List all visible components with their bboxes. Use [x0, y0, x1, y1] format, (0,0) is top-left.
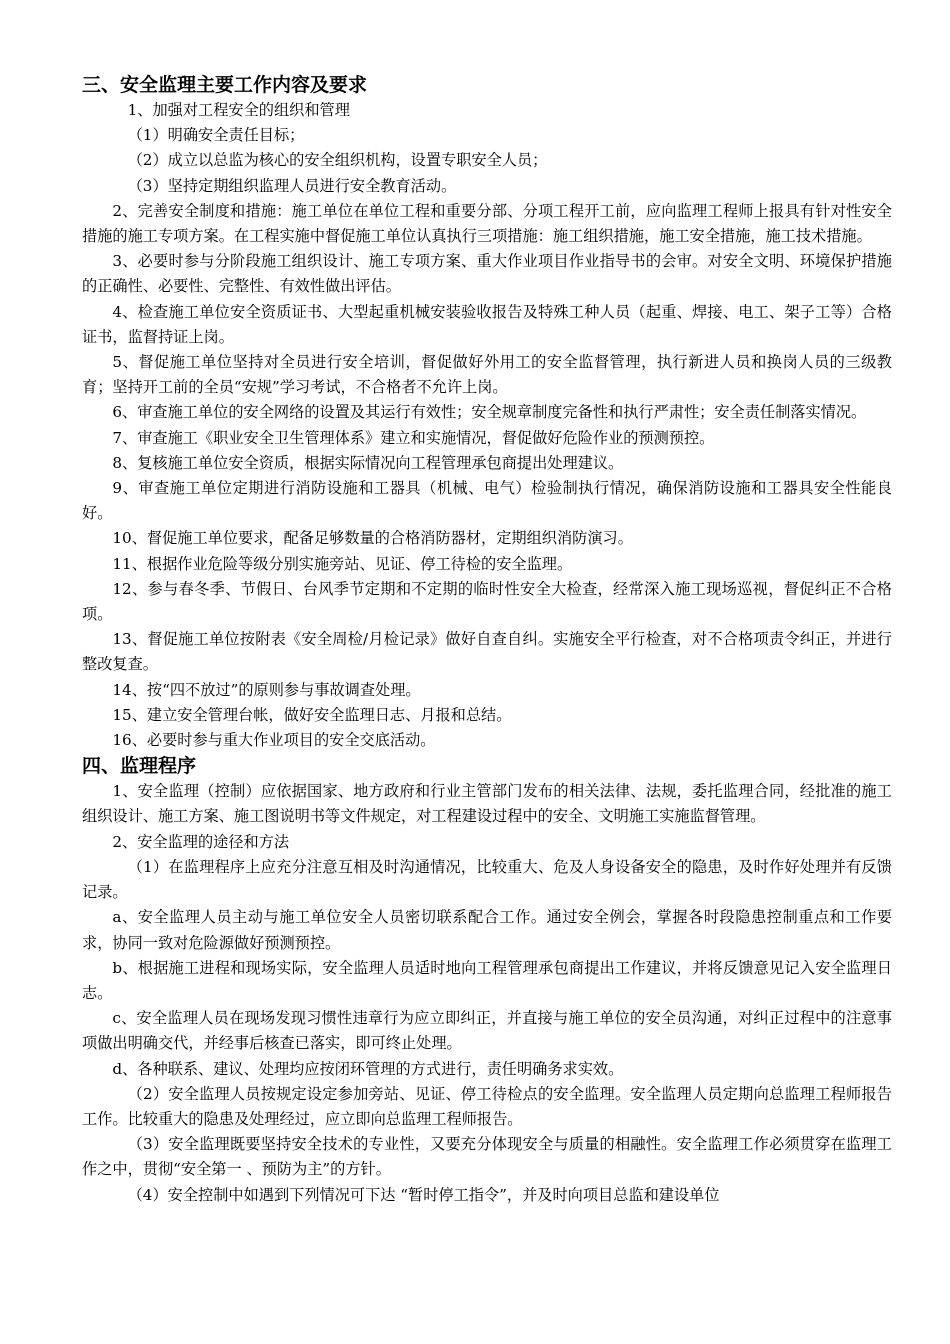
- s4-paragraph: a、安全监理人员主动与施工单位安全人员密切联系配合工作。通过安全例会，掌握各时段隐患控制重点和工作要求，协同一致对危险源做好预测预控。: [82, 908, 892, 952]
- s3-item: 4、检查施工单位安全资质证书、大型起重机械安装验收报告及特殊工种人员（起重、焊接、电工、架子工等）合格证书，监督持证上岗。: [82, 302, 892, 346]
- s4-paragraph: b、根据施工进程和现场实际，安全监理人员适时地向工程管理承包商提出工作建议，并将反馈意见记入安全监理日志。: [82, 958, 892, 1002]
- s3-item: 11、根据作业危险等级分别实施旁站、见证、停工待检的安全监理。: [112, 554, 573, 573]
- s3-item: 7、审查施工《职业安全卫生管理体系》建立和实施情况，督促做好危险作业的预测预控。: [112, 428, 715, 447]
- s4-paragraph: （3）安全监理既要坚持安全技术的专业性，又要充分体现安全与质量的相融性。安全监理工作必须贯穿在监理工作之中，贯彻“安全第一 、预防为主”的方针。: [82, 1135, 892, 1179]
- s4-paragraph: d、各种联系、建议、处理均应按闭环管理的方式进行，责任明确务求实效。: [112, 1059, 624, 1078]
- s3-item: 10、督促施工单位要求，配备足够数量的合格消防器材，定期组织消防演习。: [112, 529, 633, 548]
- s3-item: 2、完善安全制度和措施：施工单位在单位工程和重要分部、分项工程开工前，应向监理工程师上报具有针对性安全措施的施工专项方案。在工程实施中督促施工单位认真执行三项措施：施工组织措施，施工安全措施，施工技术措施。: [82, 201, 892, 246]
- s3-item: 16、必要时参与重大作业项目的安全交底活动。: [112, 731, 436, 750]
- s3-item: 6、审查施工单位的安全网络的设置及其运行有效性；安全规章制度完备性和执行严肃性；安全责任制落实情况。: [112, 403, 867, 422]
- section-3-heading: 三、安全监理主要工作内容及要求: [82, 74, 368, 96]
- s3-item: 12、参与春冬季、节假日、台风季节定期和不定期的临时性安全大检查，经常深入施工现场巡视，督促纠正不合格项。: [82, 579, 892, 624]
- s3-item: 3、必要时参与分阶段施工组织设计、施工专项方案、重大作业项目作业指导书的会审。对安全文明、环境保护措施的正确性、必要性、完整性、有效性做出评估。: [82, 252, 892, 296]
- s3-item: 5、督促施工单位坚持对全员进行安全培训，督促做好外用工的安全监督管理，执行新进人员和换岗人员的三级教育；坚持开工前的全员“安规”学习考试，不合格者不允许上岗。: [82, 353, 892, 397]
- s3-sub-3: （3）坚持定期组织监理人员进行安全教育活动。: [127, 176, 457, 195]
- s3-item: 9、审查施工单位定期进行消防设施和工器具（机械、电气）检验制执行情况，确保消防设施和工器具安全性能良好。: [82, 479, 892, 523]
- s3-sub-1: （1）明确安全责任目标；: [127, 126, 305, 145]
- s4-paragraph: c、安全监理人员在现场发现习惯性违章行为应立即纠正，并直接与施工单位的安全员沟通，对纠正过程中的注意事项做出明确交代，并经事后核查已落实，即可终止处理。: [82, 1009, 892, 1053]
- s4-paragraph: 2、安全监理的途径和方法: [112, 832, 290, 851]
- s4-paragraph: （4）安全控制中如遇到下列情况可下达 “暂时停工指令”，并及时向项目总监和建设单位: [127, 1185, 720, 1204]
- s3-item: 14、按“四不放过”的原则参与事故调查处理。: [112, 680, 421, 699]
- s4-paragraph: （1）在监理程序上应充分注意互相及时沟通情况，比较重大、危及人身设备安全的隐患，及时作好处理并有反馈记录。: [82, 857, 892, 902]
- s3-item: 13、督促施工单位按附表《安全周检/月检记录》做好自查自纠。实施安全平行检查，对不合格项责令纠正，并进行整改复查。: [82, 630, 892, 674]
- s4-paragraph: 1、安全监理（控制）应依据国家、地方政府和行业主管部门发布的相关法律、法规，委托监理合同，经批准的施工组织设计、施工方案、施工图说明书等文件规定，对工程建设过程中的安全、文明施工实施监督管理。: [82, 782, 892, 826]
- s3-item: 15、建立安全管理台帐，做好安全监理日志、月报和总结。: [112, 705, 512, 724]
- s3-item-1: 1、加强对工程安全的组织和管理: [127, 101, 350, 119]
- section-4-heading: 四、监理程序: [82, 755, 197, 778]
- s3-item: 8、复核施工单位安全资质，根据实际情况向工程管理承包商提出处理建议。: [112, 453, 624, 472]
- s4-paragraph: （2）安全监理人员按规定设定参加旁站、见证、停工待检点的安全监理。安全监理人员定期向总监理工程师报告工作。比较重大的隐患及处理经过，应立即向总监理工程师报告。: [82, 1084, 892, 1128]
- s3-sub-2: （2）成立以总监为核心的安全组织机构，设置专职安全人员；: [127, 151, 548, 170]
